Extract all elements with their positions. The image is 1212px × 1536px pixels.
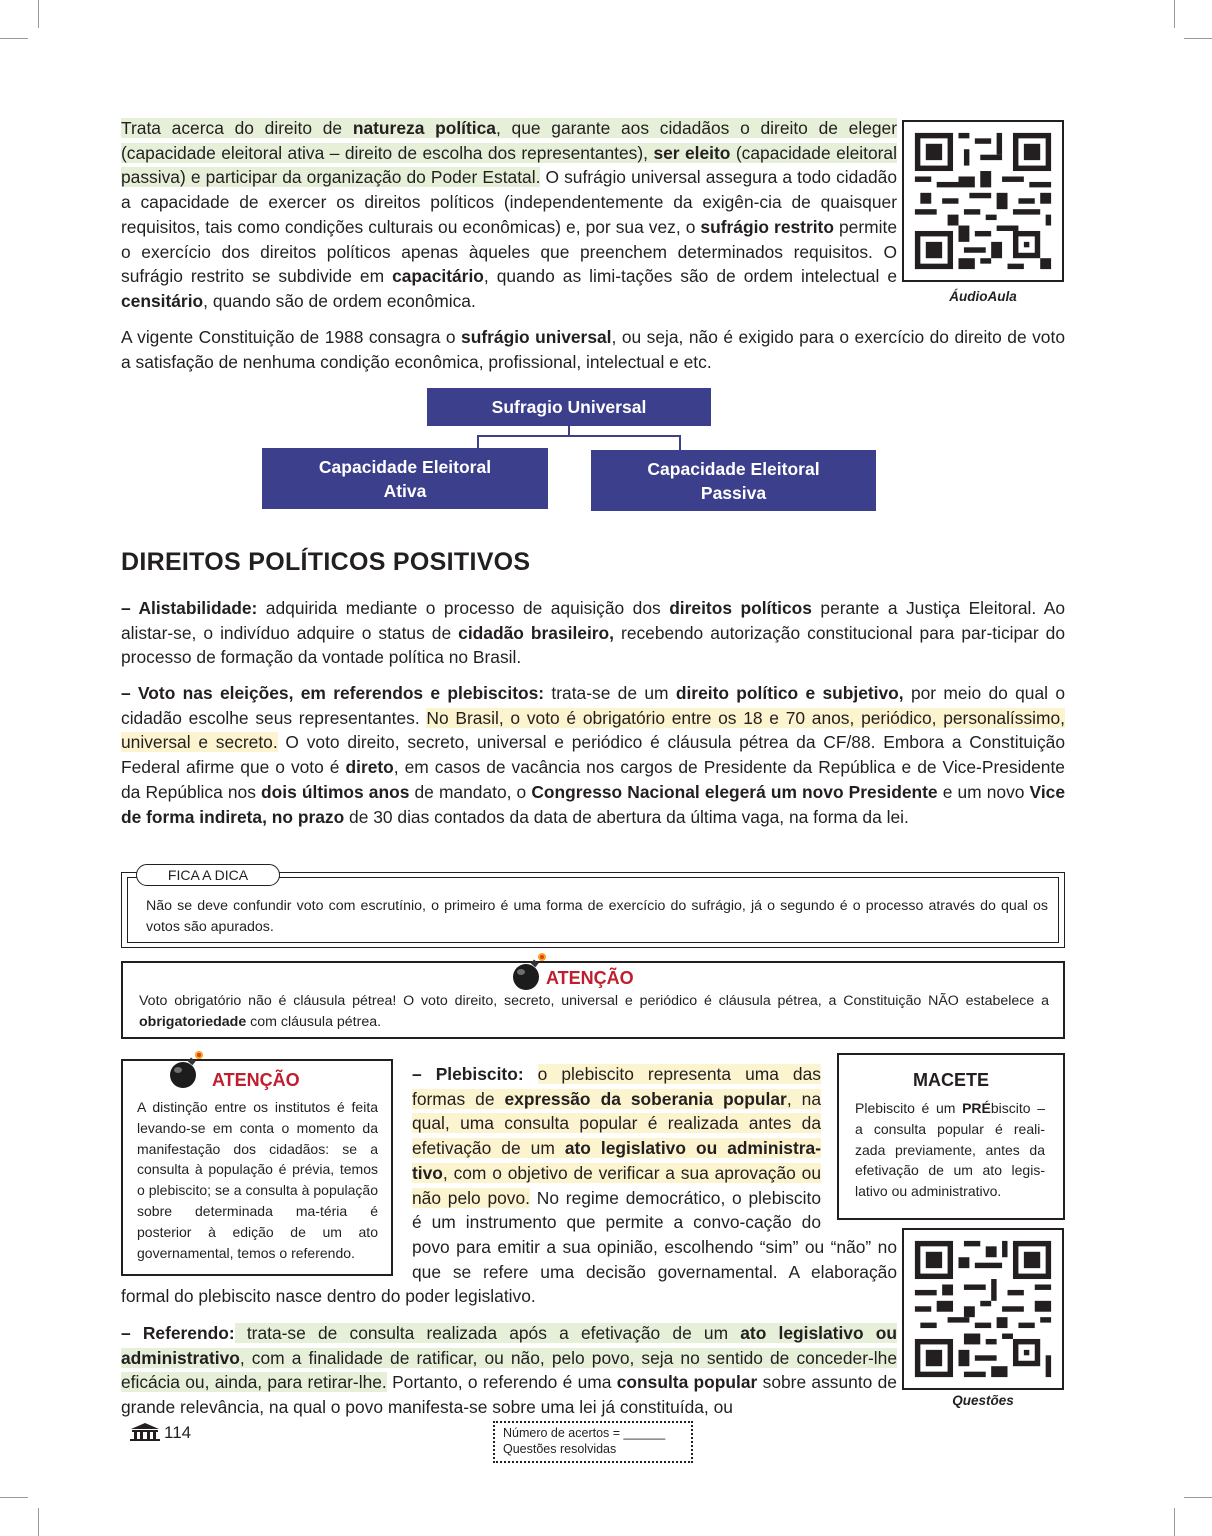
- highlight: Trata acerca do direito de natureza política, que garante aos cidadãos o direito de eleger (capacidade eleitoral ativa – direito de escolha dos representantes), ser eleito (capacidade eleitoral passiva) e participar da organização do Poder Estatal.: [121, 118, 897, 188]
- highlight: trata-se de consulta realizada após a efetivação de um ato legislativo ou administrativo, com a finalidade de ratificar, ou não, pelo povo, seja no sentido de conceder-lhe eficácia ou, ainda, para retirar-lhe.: [121, 1323, 898, 1393]
- diagram-root-box: [427, 388, 711, 426]
- crop-mark: [0, 38, 28, 39]
- diagram-left-label: Capacidade Eleitoral: [318, 456, 492, 477]
- paragraph-voto: – Voto nas eleições, em referendos e plebiscitos: trata-se de um direito político e subjetivo, por meio do qual o cidadão escolhe seus representantes. No Brasil, o voto é obrigatório entre os 18 e 70 anos, periódico, personalíssimo, universal e secreto. O voto direito, secreto, universal e periódico é cláusula pétrea da CF/88. Embora a Constituição Federal afirme que o voto é direto, em casos de vacância nos cargos de Presidente da República e de Vice-Presidente da República nos dois últimos anos de mandato, o Congresso Nacional elegerá um novo Presidente e um novo Vice de forma indireta, no prazo de 30 dias contados da data de abertura da última vaga, na forma da lei.: [121, 683, 1066, 827]
- crop-mark: [38, 1508, 39, 1536]
- paragraph-alistabilidade: – Alistabilidade: adquirida mediante o processo de aquisição dos direitos políticos perante a Justiça Eleitoral. Ao alistar-se, o indivíduo adquire o status de cidadão brasileiro, recebendo autorização constitucional para par-ticipar do processo de formação da vontade política no Brasil.: [121, 598, 1065, 668]
- acertos-field: Número de acertos = ______: [503, 1426, 666, 1440]
- crop-mark: [38, 0, 39, 28]
- float-spacer: [121, 1062, 412, 1274]
- building-icon: [128, 1422, 162, 1442]
- crop-mark: [1184, 38, 1212, 39]
- macete-text: Plebiscito é um PRÉbiscito – a consulta popular é reali-zada previamente, antes da efetivação de um ato legis-lativo ou administrativo.: [855, 1100, 1046, 1200]
- atencao-text: Voto obrigatório não é cláusula pétrea! O voto direito, secreto, universal e periódico é cláusula pétrea, a Constituição NÃO estabelece a obrigatoriedade com cláusula pétrea.: [139, 993, 1049, 1030]
- page-number: 114: [164, 1423, 192, 1442]
- crop-mark: [1174, 0, 1175, 28]
- paragraph-sufragio-universal: A vigente Constituição de 1988 consagra o sufrágio universal, ou seja, não é exigido para o exercício do direito de voto a satisfação de nenhuma condição econômica, profissional, intelectual e etc.: [121, 327, 1065, 372]
- macete-title: MACETE: [913, 1070, 989, 1090]
- diagram-left-label: Ativa: [383, 480, 427, 501]
- qr-code-audioaula[interactable]: [902, 120, 1064, 282]
- paragraph-plebiscito: – Plebiscito: o plebiscito representa uma das formas de expressão da soberania popular, na qual, uma consulta popular é realizada antes da efetivação de um ato legislativo ou administra-tivo, com o objetivo de verificar a sua aprovação ou não pelo povo. No regime democrático, o plebiscito é um instrumento que permite a convo-cação do povo para emitir a sua opinião, escolhendo “sim” ou “não” no que se refere uma decisão governamental. A elaboração formal do plebiscito nasce dentro do poder legislativo.: [121, 1064, 897, 1307]
- atencao-text: A distinção entre os institutos é feita levando-se em conta o momento da manifestação dos cidadãos: se a consulta à população é prévia, temos o plebiscito; se a consulta à população sobre determinada ma-téria é posterior à edição de um ato governamental, temos o referendo.: [137, 1099, 378, 1261]
- section-title: DIREITOS POLÍTICOS POSITIVOS: [121, 548, 531, 576]
- fica-a-dica-label: FICA A DICA: [136, 864, 280, 886]
- highlight: o plebiscito representa uma das formas de expressão da soberania popular, na qual, uma consulta popular é realizada antes da efetivação de um ato legislativo ou administra-tivo, com o objetivo de verificar a sua aprovação ou não pelo povo.: [412, 1064, 821, 1208]
- diagram-connector: [679, 435, 681, 451]
- diagram-connector: [477, 435, 681, 437]
- diagram-connector: [477, 435, 479, 449]
- crop-mark: [1174, 1508, 1175, 1536]
- highlight: No Brasil, o voto é obrigatório entre os 18 e 70 anos, periódico, personalíssimo, universal e secreto.: [121, 707, 1066, 753]
- score-box: [493, 1421, 693, 1463]
- crop-mark: [0, 1497, 28, 1498]
- qr-code-questoes[interactable]: [902, 1228, 1064, 1390]
- resolvidas-field: Questões resolvidas: [503, 1442, 617, 1456]
- qr-caption-questoes: Questões: [952, 1393, 1014, 1408]
- paragraph-referendo: – Referendo: trata-se de consulta realizada após a efetivação de um ato legislativo ou administrativo, com a finalidade de ratificar, ou não, pelo povo, seja no sentido de conceder-lhe eficácia ou, ainda, para retirar-lhe. Portanto, o referendo é uma consulta popular sobre assunto de grande relevância, na qual o povo manifesta-se sobre uma lei já constituída, ou: [121, 1323, 898, 1418]
- diagram-root-label: Sufragio Universal: [491, 397, 647, 417]
- qr-code-icon: [904, 122, 1062, 280]
- intro-paragraph: Trata acerca do direito de natureza política, que garante aos cidadãos o direito de eleger (capacidade eleitoral ativa – direito de escolha dos representantes), ser eleito (capacidade eleitoral passiva) e participar da organização do Poder Estatal. O sufrágio universal assegura a todo cidadão a capacidade de exercer os direitos políticos (independentemente da exigên-cia de quaisquer requisitos, tais como condições culturais ou econômicas) e, por sua vez, o sufrágio restrito permite o exercício dos direitos políticos apenas àqueles que preenchem determinados requisitos. O sufrágio restrito se subdivide em capacitário, quando as limi-tações são de ordem intelectual e censitário, quando são de ordem econômica.: [121, 118, 897, 311]
- atencao-title: ATENÇÃO: [546, 968, 634, 988]
- diagram-left-box: [262, 448, 548, 509]
- qr-caption-audioaula: ÁudioAula: [949, 289, 1017, 304]
- diagram-right-label: Capacidade Eleitoral: [647, 458, 820, 479]
- diagram-right-box: [591, 450, 876, 511]
- crop-mark: [1184, 1497, 1212, 1498]
- fica-a-dica-text: Não se deve confundir voto com escrutínio, o primeiro é uma forma de exercício do sufrágio, já o segundo é o processo através do qual os votos são apurados.: [146, 898, 1048, 935]
- qr-code-icon: [904, 1230, 1062, 1388]
- bomb-icon: [508, 952, 548, 992]
- atencao-title: ATENÇÃO: [212, 1070, 300, 1090]
- diagram-right-label: Passiva: [700, 482, 767, 503]
